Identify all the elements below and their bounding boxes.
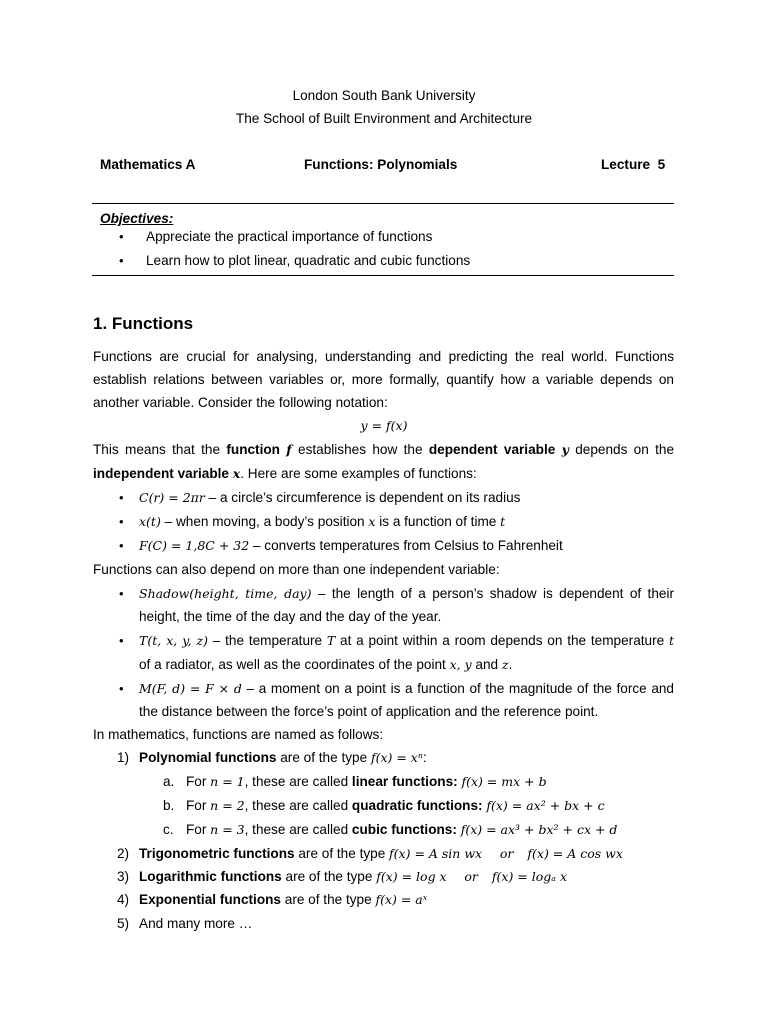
- notation-equation: y = f(x): [360, 418, 408, 433]
- sub-letter: c.: [163, 822, 174, 837]
- objectives-top-rule: [92, 203, 674, 204]
- lecture-number: Lecture 5: [601, 157, 666, 172]
- list-number: 3): [117, 869, 130, 884]
- multi-example-line: of a radiator, as well as the coordinates of the point x, y and z.: [139, 657, 513, 672]
- university-name: London South Bank University: [292, 88, 476, 103]
- list-number: 4): [117, 892, 130, 907]
- named-intro: In mathematics, functions are named as follows:: [93, 727, 384, 742]
- sub-letter: b.: [163, 798, 175, 813]
- list-number: 1): [117, 750, 130, 765]
- school-name: The School of Built Environment and Architecture: [235, 111, 533, 126]
- list-item: Exponential functions are of the type f(x) = aˣ: [139, 892, 428, 907]
- list-number: 5): [117, 916, 130, 931]
- bullet-icon: •: [119, 229, 124, 244]
- list-item: Polynomial functions are of the type f(x) = xⁿ:: [139, 750, 427, 765]
- intro-line: establish relations between variables or, more formally, quantify how a variable depends on: [93, 372, 674, 387]
- example-item: x(t) – when moving, a body’s position x is a function of time t: [139, 514, 506, 529]
- multi-intro: Functions can also depend on more than one independent variable:: [93, 562, 500, 577]
- example-item: C(r) = 2πr – a circle’s circumference is dependent on its radius: [139, 490, 521, 505]
- intro-line: Functions are crucial for analysing, understanding and predicting the real world. Functions: [93, 349, 674, 364]
- list-item: Trigonometric functions are of the type f(x) = A sin wx or f(x) = A cos wx: [139, 846, 623, 861]
- multi-example-line: T(t, x, y, z) – the temperature T at a point within a room depends on the temperature t: [139, 633, 674, 648]
- list-number: 2): [117, 846, 130, 861]
- sub-item: For n = 1, these are called linear functions: f(x) = mx + b: [186, 774, 547, 789]
- multi-example-line: height, the time of the day and the day of the year.: [139, 609, 442, 624]
- sub-item: For n = 3, these are called cubic functions: f(x) = ax³ + bx² + cx + d: [186, 822, 618, 837]
- intro-line: another variable. Consider the following notation:: [93, 395, 388, 410]
- sub-letter: a.: [163, 774, 175, 789]
- bullet-icon: •: [119, 633, 124, 648]
- example-item: F(C) = 1,8C + 32 – converts temperatures from Celsius to Fahrenheit: [139, 538, 563, 553]
- multi-example-line: Shadow(height, time, day) – the length of a person’s shadow is dependent of their: [139, 586, 674, 601]
- bullet-icon: •: [119, 514, 124, 529]
- means-paragraph-line: independent variable x. Here are some examples of functions:: [93, 466, 477, 481]
- list-item: Logarithmic functions are of the type f(x) = log x or f(x) = logₐ x: [139, 869, 567, 884]
- objective-item: Learn how to plot linear, quadratic and cubic functions: [146, 253, 471, 268]
- bullet-icon: •: [119, 490, 124, 505]
- multi-example-line: the distance between the force’s point of application and the reference point.: [139, 704, 599, 719]
- topic-title: Functions: Polynomials: [304, 157, 458, 172]
- objectives-title: Objectives:: [100, 211, 174, 226]
- bullet-icon: •: [119, 538, 124, 553]
- multi-example-line: M(F, d) = F × d – a moment on a point is a function of the magnitude of the force and: [139, 681, 674, 696]
- bullet-icon: •: [119, 681, 124, 696]
- list-item: And many more …: [139, 916, 253, 931]
- bullet-icon: •: [119, 253, 124, 268]
- means-paragraph-line: This means that the function f establishes how the dependent variable y depends on the: [93, 442, 675, 457]
- objective-item: Appreciate the practical importance of functions: [146, 229, 433, 244]
- sub-item: For n = 2, these are called quadratic functions: f(x) = ax² + bx + c: [186, 798, 605, 813]
- section-heading: 1. Functions: [93, 314, 194, 333]
- bullet-icon: •: [119, 586, 124, 601]
- objectives-bottom-rule: [92, 275, 674, 276]
- course-name: Mathematics A: [100, 157, 196, 172]
